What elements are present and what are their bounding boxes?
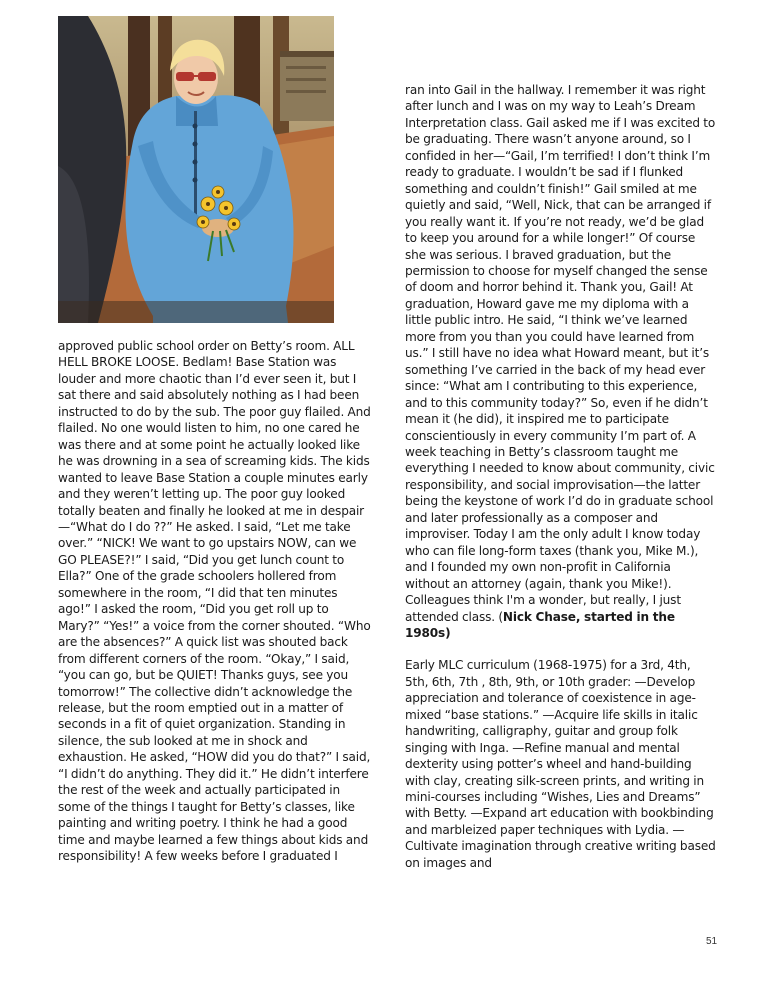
attribution: Nick Chase, started in the 1980s) [405,609,675,640]
cutout-photo [58,16,334,323]
page-number: 51 [706,936,718,947]
left-paragraph-1: approved public school order on Betty’s room. ALL HELL BROKE LOOSE. Bedlam! Base Station was louder and more chaotic than I’d ever seen it, but I sat there and said absolutely nothing as I had been instructed to do by the sub. The poor guy flailed. And flailed. No one would listen to him, no one cared he was there and at some point he actually looked like he was drowning in a sea of screaming kids. The kids wanted to leave Base Station a couple minutes early and they weren’t letting up. The poor guy looked totally beaten and finally he looked at me in despair—“What do I do ??” He asked. I said, “Let me take over.” “NICK! We want to go upstairs NOW, can we GO PLEASE?!” I said, “Did you get lunch count to Ella?” One of the grade schoolers hollered from somewhere in the room, “I did that ten minutes ago!” I asked the room, “Did you get roll up to Mary?” “Yes!” a voice from the corner shouted. “Who are the absences?” A quick list was shouted back from different corners of the room. “Okay,” I said, “you can go, but be QUIET! Thanks guys, see you tomorrow!” The collective didn’t acknowledge the release, but the room emptied out in a matter of seconds in a fit of quiet organization. Standing in silence, the sub looked at me in shock and exhaustion. He asked, “HOW did you do that?” I said, “I didn’t do anything. They did it.” He didn’t interfere the rest of the week and actually participated in some of the things I taught for Betty’s classes, like painting and writing poetry. I think he had a good time and maybe learned a few things about kids and responsibility! A few weeks before I graduated I [58,339,371,864]
right-paragraph-1-body: ran into Gail in the hallway. I remember it was right after lunch and I was on my way to Leah’s Dream Interpretation class. Gail asked me if I was excited to be graduating. There wasn’t anyone around, so I confided in her—“Gail, I’m terrified! I don’t think I’m ready to graduate. I wouldn’t be sad if I flunked something and couldn’t finish!” Gail smiled at me quietly and said, “Well, Nick, that can be arranged if you really want it. If you’re not ready, we’d be glad to keep you around for a while longer!” Of course she was serious. I braved graduation, but the permission to choose for myself changed the sense of doom and horror behind it. Thank you, Gail! At graduation, Howard gave me my diploma with a little public intro. He said, “I think we’ve learned more from you than you could have learned from us.” I still have no idea what Howard meant, but it’s something I’ve carried in the back of my head ever since: “What am I contributing to this experience, and to this community today?” So, even if he didn’t mean it (he did), it inspired me to participate conscientiously in every community I’m part of. A week teaching in Betty’s classroom taught me everything I needed to know about community, civic responsibility, and social improvisation—the latter being the keystone of work I’d do in graduate school and later professionally as a composer and improviser. Today I am the only adult I know today who can file long-form taxes (thank you, Mike M.), and I founded my own non-profit in California without an attorney (again, thank you Mike!). Colleagues think I'm a wonder, but really, I just attended class. ( [405,83,716,624]
right-text-column [405,82,717,871]
right-paragraph-1 [405,82,717,641]
left-text-column [58,338,371,865]
photo-illustration [58,16,334,323]
right-paragraph-2: Early MLC curriculum (1968-1975) for a 3rd, 4th, 5th, 6th, 7th , 8th, 9th, or 10th grader: —Develop appreciation and tolerance of coexistence in age-mixed “base stations.” —Acquire life skills in italic handwriting, calligraphy, guitar and group folk singing with Inga. —Refine manual and mental dexterity using potter’s wheel and hand-building with clay, creating silk-screen prints, and writing in mini-courses including “Wishes, Lies and Dreams” with Betty. —Expand art education with bookbinding and marbleized paper techniques with Lydia. —Cultivate imagination through creative writing based on images and [405,658,716,870]
